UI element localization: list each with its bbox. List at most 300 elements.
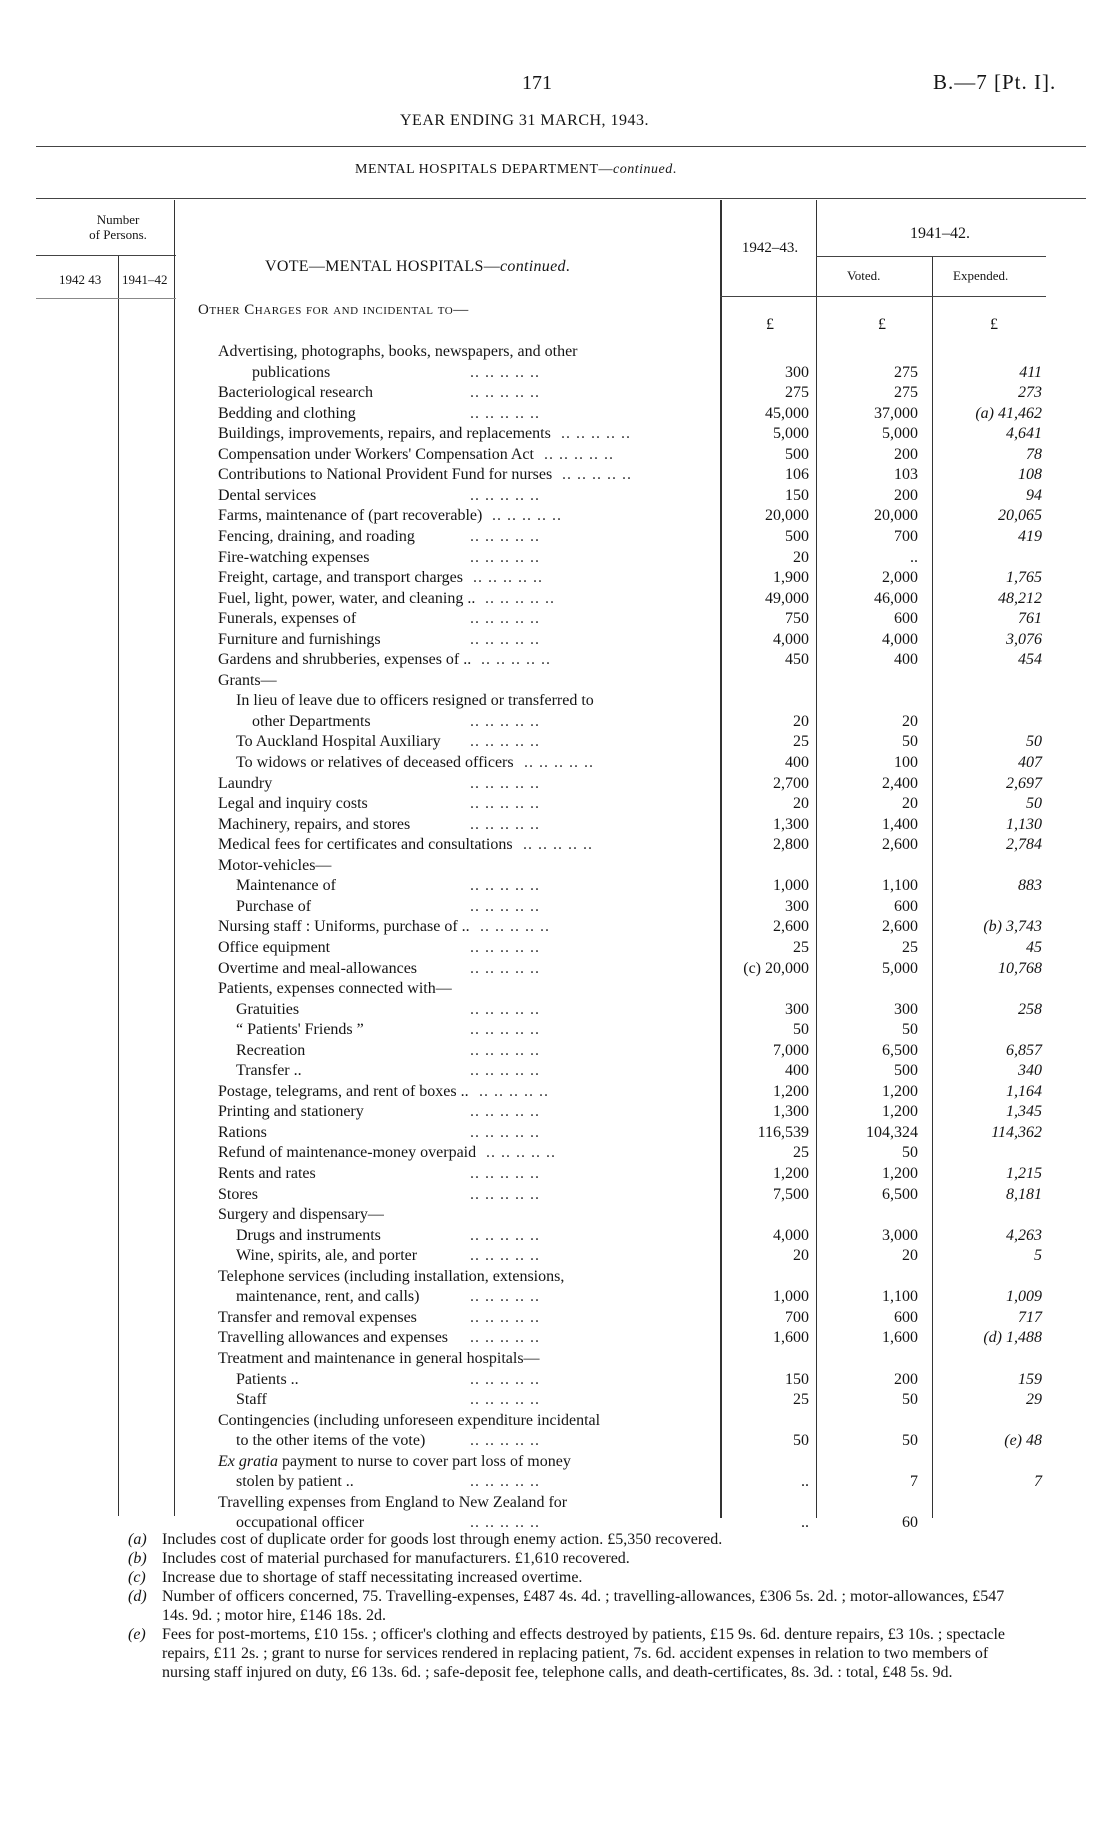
table-row — [0, 691, 1114, 711]
table-row — [0, 383, 1114, 403]
col-voted-value: 1,600 — [882, 1329, 918, 1347]
col-expended-value: (b) 3,743 — [983, 918, 1042, 936]
row-label: Transfer .. — [236, 1062, 302, 1080]
col-expended-value: 1,130 — [1006, 815, 1042, 833]
row-label: Staff — [236, 1391, 267, 1409]
col-voted-value: 103 — [894, 466, 918, 484]
leader-dots: .. .. .. .. .. — [473, 569, 543, 587]
table-row — [0, 835, 1114, 855]
table-row — [0, 1431, 1114, 1451]
leader-dots: .. .. .. .. .. — [470, 938, 540, 956]
leader-dots: .. .. .. .. .. — [470, 1391, 540, 1409]
table-row — [0, 671, 1114, 691]
persons-rule — [36, 255, 176, 256]
col-voted-value: 200 — [894, 1370, 918, 1388]
col-1942-43-value: 2,700 — [773, 774, 809, 792]
col-expended-value: 29 — [1026, 1391, 1042, 1409]
col-1942-43-value: 400 — [785, 1062, 809, 1080]
row-label: Overtime and meal-allowances — [218, 959, 418, 977]
col-expended-value: (d) 1,488 — [983, 1329, 1042, 1347]
col-1942-43-value: 1,000 — [773, 877, 809, 895]
row-label: Grants— — [218, 671, 277, 689]
row-label: Treatment and maintenance in general hospitals— — [218, 1349, 540, 1367]
footnote-text: Increase due to shortage of staff necessitating increased overtime. — [162, 1569, 583, 1586]
col-voted-value: 2,600 — [882, 836, 918, 854]
col-1942-43-value: 25 — [793, 1391, 809, 1409]
col-expended-header: Expended. — [953, 268, 1009, 283]
footnote — [128, 1549, 1028, 1568]
col-1942-43-value: .. — [801, 1514, 809, 1532]
table-row — [0, 363, 1114, 383]
footnote-text: Includes cost of material purchased for manufacturers. £1,610 recovered. — [162, 1550, 630, 1567]
col-1942-43-value: 49,000 — [765, 589, 809, 607]
leader-dots: .. .. .. .. .. — [479, 1082, 549, 1100]
col-voted-value: 275 — [894, 363, 918, 381]
col-voted-value: 200 — [894, 486, 918, 504]
row-label: To Auckland Hospital Auxiliary — [236, 733, 441, 751]
section-heading: Other Charges for and incidental to— — [198, 302, 469, 318]
col-1942-43-value: 20 — [793, 712, 809, 730]
col-expended-value: 454 — [1018, 651, 1042, 669]
table-row — [0, 1246, 1114, 1266]
col-voted-value: 20,000 — [874, 507, 918, 525]
row-label: Rations — [218, 1123, 267, 1141]
leader-dots: .. .. .. .. .. — [470, 1370, 540, 1388]
leader-dots: .. .. .. .. .. — [470, 1432, 540, 1450]
col-1942-43-value: 150 — [785, 1370, 809, 1388]
vote-title: VOTE—MENTAL HOSPITALS—continued. — [265, 258, 571, 275]
row-label: maintenance, rent, and calls) — [236, 1288, 420, 1306]
col-voted-value: 700 — [894, 527, 918, 545]
leader-dots: .. .. .. .. .. — [470, 815, 540, 833]
leader-dots: .. .. .. .. .. — [470, 1165, 540, 1182]
col-1942-43-value: 1,200 — [773, 1082, 809, 1100]
group-rule — [816, 256, 1046, 257]
col-1942-43-header: 1942–43. — [741, 240, 799, 256]
table-row — [0, 1061, 1114, 1081]
footnote-mark: (e) — [128, 1626, 146, 1643]
row-label: Travelling allowances and expenses — [218, 1329, 449, 1347]
row-label: stolen by patient .. — [236, 1473, 354, 1491]
footnote — [128, 1587, 1028, 1625]
col-1942-43-value: 20,000 — [765, 507, 809, 525]
col-voted-value: 60 — [902, 1514, 918, 1532]
table-row — [0, 527, 1114, 547]
col-1942-43-value: 106 — [785, 466, 809, 484]
leader-dots: .. .. .. .. .. — [470, 1226, 540, 1244]
col-1942-43-value: 50 — [793, 1432, 809, 1450]
table-row — [0, 1185, 1114, 1205]
table-row — [0, 445, 1114, 465]
col-expended-value: 48,212 — [998, 589, 1042, 607]
persons-title: Number of Persons. — [89, 212, 147, 242]
row-label: Postage, telegrams, and rent of boxes .. — [218, 1082, 469, 1100]
row-label: Advertising, photographs, books, newspapers, and other — [218, 343, 578, 360]
col-1942-43-value: 20 — [793, 548, 809, 566]
row-label: To widows or relatives of deceased officers — [236, 754, 514, 771]
row-label: occupational officer — [236, 1514, 365, 1532]
row-label: Freight, cartage, and transport charges — [218, 569, 463, 587]
leader-dots: .. .. .. .. .. — [470, 1021, 540, 1039]
col-1942-43-value: 300 — [785, 363, 809, 381]
col-1942-43-value: 450 — [785, 651, 809, 669]
col-1942-43-value: 2,600 — [773, 918, 809, 936]
leader-dots: .. .. .. .. .. — [524, 754, 594, 771]
row-label: Motor-vehicles— — [218, 856, 332, 874]
col-voted-value: 50 — [902, 1391, 918, 1409]
table-row — [0, 342, 1114, 362]
leader-dots: .. .. .. .. .. — [470, 1062, 540, 1080]
col-expended-value: 340 — [1018, 1062, 1042, 1080]
leader-dots: .. .. .. .. .. — [470, 795, 540, 813]
col-expended-value: (a) 41,462 — [975, 404, 1042, 422]
col-voted-value: 7 — [910, 1473, 918, 1491]
footnote-mark: (d) — [128, 1588, 147, 1605]
col-1942-43-value: 1,900 — [773, 569, 809, 587]
row-label: Rents and rates — [218, 1165, 316, 1182]
leader-dots: .. .. .. .. .. — [523, 836, 593, 854]
col-voted-value: 20 — [902, 795, 918, 813]
col-expended-value: 50 — [1026, 733, 1042, 751]
leader-dots: .. .. .. .. .. — [470, 1514, 540, 1532]
col-voted-value: 200 — [894, 445, 918, 463]
col-expended-value: 7 — [1034, 1473, 1042, 1491]
leader-dots: .. .. .. .. .. — [470, 486, 540, 504]
col-voted-value: 6,500 — [882, 1041, 918, 1059]
footnotes — [128, 1530, 1028, 1682]
currency-c3: £ — [990, 316, 998, 333]
col-1942-43-value: 1,300 — [773, 1103, 809, 1121]
table-row — [0, 794, 1114, 814]
table-row — [0, 774, 1114, 794]
col-voted-value: 400 — [894, 651, 918, 669]
year-title: YEAR ENDING 31 MARCH, 1943. — [400, 112, 650, 129]
table-row — [0, 979, 1114, 999]
leader-dots: .. .. .. .. .. — [480, 918, 550, 936]
header-rule — [36, 146, 1086, 147]
table-row — [0, 1472, 1114, 1492]
row-label: “ Patients' Friends ” — [236, 1021, 364, 1039]
col-1942-43-value: 5,000 — [773, 425, 809, 443]
col-voted-value: 5,000 — [882, 425, 918, 443]
footnote — [128, 1530, 1028, 1549]
col-voted-value: 2,600 — [882, 918, 918, 936]
col-voted-value: 6,500 — [882, 1185, 918, 1203]
table-row — [0, 1452, 1114, 1472]
col-voted-value: 1,200 — [882, 1165, 918, 1182]
leader-dots: .. .. .. .. .. — [470, 1329, 540, 1347]
table-row — [0, 486, 1114, 506]
leader-dots: .. .. .. .. .. — [470, 1185, 540, 1203]
col-voted-value: 100 — [894, 754, 918, 771]
column-header-bottom-rule — [720, 296, 1046, 297]
col-expended-value: 3,076 — [1006, 630, 1042, 648]
table-row — [0, 589, 1114, 609]
leader-dots: .. .. .. .. .. — [470, 384, 540, 402]
col-1942-43-value: (c) 20,000 — [743, 959, 809, 977]
leader-dots: .. .. .. .. .. — [470, 1288, 540, 1306]
leader-dots: .. .. .. .. .. — [470, 877, 540, 895]
table-row — [0, 1493, 1114, 1513]
table-row — [0, 938, 1114, 958]
row-label: Patients, expenses connected with— — [218, 980, 452, 998]
col-1942-43-value: 1,600 — [773, 1329, 809, 1347]
leader-dots: .. .. .. .. .. — [561, 425, 631, 443]
col-voted-value: 37,000 — [874, 404, 918, 422]
table-row — [0, 1226, 1114, 1246]
col-1942-43-value: 4,000 — [773, 1226, 809, 1244]
footnote-text: Includes cost of duplicate order for goods lost through enemy action. £5,350 recovered. — [162, 1531, 723, 1548]
col-voted-value: 1,200 — [882, 1082, 918, 1100]
col-expended-value: 45 — [1026, 938, 1042, 956]
row-label: Telephone services (including installation, extensions, — [218, 1267, 565, 1285]
col-expended-value: 1,345 — [1006, 1103, 1042, 1121]
currency-c1: £ — [766, 316, 774, 333]
footnote-text: Number of officers concerned, 75. Travelling-expenses, £487 4s. 4d. ; travelling-allowances, £306 5s. 2d. ; motor-allowances, £547 14s. 9d. ; motor hire, £146 18s. 2d. — [162, 1588, 1005, 1624]
row-label: Legal and inquiry costs — [218, 795, 368, 813]
col-expended-value: 1,215 — [1006, 1165, 1042, 1182]
row-label: Patients .. — [236, 1370, 299, 1388]
col-expended-value: 94 — [1026, 486, 1042, 504]
currency-c2: £ — [878, 316, 886, 333]
leader-dots: .. .. .. .. .. — [470, 1247, 540, 1265]
leader-dots: .. .. .. .. .. — [470, 548, 540, 566]
document-reference: B.—7 [Pt. I]. — [933, 70, 1057, 94]
row-label: Maintenance of — [236, 877, 336, 895]
row-label: Nursing staff : Uniforms, purchase of .. — [218, 918, 470, 936]
leader-dots: .. .. .. .. .. — [486, 1144, 556, 1162]
table-row — [0, 424, 1114, 444]
col-expended-value: 108 — [1018, 466, 1042, 484]
leader-dots: .. .. .. .. .. — [470, 897, 540, 915]
col-voted-value: 2,000 — [882, 569, 918, 587]
col-1942-43-value: 25 — [793, 733, 809, 751]
col-voted-header: Voted. — [847, 268, 881, 283]
col-voted-value: 20 — [902, 1247, 918, 1265]
col-1942-43-value: 20 — [793, 795, 809, 813]
col-expended-value: 2,697 — [1006, 774, 1042, 792]
row-label: Farms, maintenance of (part recoverable) — [218, 507, 483, 525]
col-1942-43-value: 500 — [785, 445, 809, 463]
footnote-mark: (b) — [128, 1550, 147, 1567]
col-voted-value: 5,000 — [882, 959, 918, 977]
table-row — [0, 876, 1114, 896]
col-voted-value: 46,000 — [874, 589, 918, 607]
col-1942-43-value: 750 — [785, 610, 809, 628]
row-label: Refund of maintenance-money overpaid — [218, 1144, 477, 1162]
col-expended-value: 258 — [1018, 1000, 1042, 1018]
col-voted-value: 2,400 — [882, 774, 918, 792]
row-label: Fuel, light, power, water, and cleaning .. — [218, 589, 476, 607]
leader-dots: .. .. .. .. .. — [470, 1473, 540, 1491]
table-row — [0, 732, 1114, 752]
col-voted-value: 20 — [902, 712, 918, 730]
footnote-mark: (a) — [128, 1531, 147, 1548]
leader-dots: .. .. .. .. .. — [470, 630, 540, 648]
page-number: 171 — [522, 72, 552, 94]
department-title: MENTAL HOSPITALS DEPARTMENT—continued. — [355, 162, 677, 177]
row-label: Contributions to National Provident Fund for nurses — [218, 466, 553, 484]
table-row — [0, 917, 1114, 937]
row-label: Buildings, improvements, repairs, and replacements — [218, 425, 551, 443]
leader-dots: .. .. .. .. .. — [470, 1123, 540, 1141]
row-label: other Departments — [252, 712, 371, 730]
col-expended-value: 10,768 — [998, 959, 1042, 977]
col-1942-43-value: 500 — [785, 527, 809, 545]
table-row — [0, 897, 1114, 917]
table-row — [0, 1328, 1114, 1348]
col-1942-43-value: 300 — [785, 1000, 809, 1018]
footnote — [128, 1625, 1028, 1682]
row-label: Furniture and furnishings — [218, 630, 381, 648]
col-voted-value: 1,100 — [882, 1288, 918, 1306]
table-row — [0, 1267, 1114, 1287]
col-voted-value: 1,200 — [882, 1103, 918, 1121]
table-row — [0, 815, 1114, 835]
col-expended-value: 407 — [1018, 754, 1042, 771]
row-label: to the other items of the vote) — [236, 1432, 426, 1450]
col-1942-43-value: 45,000 — [765, 404, 809, 422]
leader-dots: .. .. .. .. .. — [470, 527, 540, 545]
leader-dots: .. .. .. .. .. — [485, 589, 555, 607]
table-row — [0, 1020, 1114, 1040]
table-row — [0, 650, 1114, 670]
col-1942-43-value: 2,800 — [773, 836, 809, 854]
leader-dots: .. .. .. .. .. — [470, 733, 540, 751]
col-1942-43-value: 150 — [785, 486, 809, 504]
col-expended-value: 114,362 — [991, 1123, 1042, 1141]
table-row — [0, 630, 1114, 650]
col-1942-43-value: 7,500 — [773, 1185, 809, 1203]
col-expended-value: 4,263 — [1006, 1226, 1042, 1244]
col-voted-value: 4,000 — [882, 630, 918, 648]
row-label: Gardens and shrubberies, expenses of .. — [218, 651, 472, 669]
col-voted-value: 275 — [894, 384, 918, 402]
row-label: Bedding and clothing — [218, 404, 356, 422]
leader-dots: .. .. .. .. .. — [562, 466, 632, 484]
table-row — [0, 1287, 1114, 1307]
col-1942-43-value: 4,000 — [773, 630, 809, 648]
col-voted-value: 600 — [894, 610, 918, 628]
col-1942-43-value: 1,300 — [773, 815, 809, 833]
leader-dots: .. .. .. .. .. — [470, 363, 540, 381]
col-voted-value: 50 — [902, 1432, 918, 1450]
table-row — [0, 753, 1114, 773]
col-expended-value: (e) 48 — [1004, 1432, 1042, 1450]
col-voted-value: .. — [910, 548, 918, 566]
footnote — [128, 1568, 1028, 1587]
col-1942-43-value: 50 — [793, 1021, 809, 1039]
col-voted-value: 300 — [894, 1000, 918, 1018]
leader-dots: .. .. .. .. .. — [481, 651, 551, 669]
persons-col-1941: 1941–42 — [122, 272, 168, 287]
leader-dots: .. .. .. .. .. — [470, 1041, 540, 1059]
table-row — [0, 856, 1114, 876]
col-expended-value: 1,164 — [1006, 1082, 1042, 1100]
table-row — [0, 506, 1114, 526]
col-voted-value: 50 — [902, 1144, 918, 1162]
col-expended-value: 1,009 — [1006, 1288, 1042, 1306]
row-label: Bacteriological research — [218, 384, 374, 402]
col-1942-43-value: 25 — [793, 1144, 809, 1162]
col-expended-value: 78 — [1026, 445, 1042, 463]
table-row — [0, 1308, 1114, 1328]
persons-col-1942: 1942 43 — [59, 272, 102, 287]
table-row — [0, 404, 1114, 424]
col-expended-value: 1,765 — [1006, 569, 1042, 587]
row-label: Surgery and dispensary— — [218, 1206, 384, 1224]
row-label: Printing and stationery — [218, 1103, 364, 1121]
table-row — [0, 1123, 1114, 1143]
table-row — [0, 712, 1114, 732]
row-label: Wine, spirits, ale, and porter — [236, 1247, 418, 1265]
col-expended-value: 883 — [1018, 877, 1042, 895]
col-expended-value: 159 — [1018, 1370, 1042, 1388]
col-1942-43-value: 25 — [793, 938, 809, 956]
col-expended-value: 4,641 — [1006, 425, 1042, 443]
table-row — [0, 1411, 1114, 1431]
row-label: In lieu of leave due to officers resigned or transferred to — [236, 692, 594, 710]
row-label: Transfer and removal expenses — [218, 1308, 417, 1326]
col-1942-43-value: 7,000 — [773, 1041, 809, 1059]
table-row — [0, 1102, 1114, 1122]
row-label: Travelling expenses from England to New Zealand for — [218, 1493, 568, 1511]
leader-dots: .. .. .. .. .. — [470, 712, 540, 730]
col-expended-value: 2,784 — [1006, 836, 1042, 854]
col-voted-value: 1,100 — [882, 877, 918, 895]
col-1942-43-value: 1,200 — [773, 1165, 809, 1182]
row-label: Drugs and instruments — [236, 1226, 381, 1244]
col-voted-value: 1,400 — [882, 815, 918, 833]
table-row — [0, 1370, 1114, 1390]
col-voted-value: 600 — [894, 897, 918, 915]
leader-dots: .. .. .. .. .. — [470, 1103, 540, 1121]
col-1942-43-value: 275 — [785, 384, 809, 402]
row-label: Recreation — [236, 1041, 306, 1059]
row-label: Ex gratia payment to nurse to cover part loss of money — [218, 1452, 571, 1470]
col-expended-value: 717 — [1018, 1308, 1042, 1326]
table-row — [0, 568, 1114, 588]
col-expended-value: 273 — [1018, 384, 1042, 402]
col-voted-value: 600 — [894, 1308, 918, 1326]
leader-dots: .. .. .. .. .. — [470, 959, 540, 977]
row-label: Medical fees for certificates and consultations — [218, 836, 513, 854]
leader-dots: .. .. .. .. .. — [470, 1308, 540, 1326]
col-1942-43-value: .. — [801, 1473, 809, 1491]
row-label: Laundry — [218, 774, 273, 792]
footnote-text: Fees for post-mortems, £10 15s. ; officer's clothing and effects destroyed by patients, £15 9s. 6d. denture repairs, £3 10s. ; spectacle repairs, £11 2s. ; grant to nurse for services rendered in replacing patient, 7s. 6d. accident expenses in relation to two members of nursing staff injured on duty, £6 13s. 6d. ; safe-deposit fee, telephone calls, and death-certificates, 8s. 3d. : total, £48 5s. 9d. — [162, 1626, 1005, 1681]
col-voted-value: 25 — [902, 938, 918, 956]
col-voted-value: 3,000 — [882, 1226, 918, 1244]
row-label: Fire-watching expenses — [218, 548, 370, 566]
table-row — [0, 1390, 1114, 1410]
col-1942-43-value: 116,539 — [757, 1123, 809, 1141]
row-label: Purchase of — [236, 897, 312, 915]
table-row — [0, 609, 1114, 629]
col-expended-value: 8,181 — [1006, 1185, 1042, 1203]
row-label: Stores — [218, 1185, 258, 1203]
row-label: Office equipment — [218, 938, 331, 956]
col-voted-value: 104,324 — [866, 1123, 918, 1141]
col-1942-43-value: 20 — [793, 1247, 809, 1265]
table-row — [0, 1000, 1114, 1020]
leader-dots: .. .. .. .. .. — [492, 507, 562, 525]
row-label: Funerals, expenses of — [218, 610, 357, 628]
col-expended-value: 5 — [1034, 1247, 1042, 1265]
col-voted-value: 500 — [894, 1062, 918, 1080]
col-expended-value: 761 — [1018, 610, 1042, 628]
col-voted-value: 50 — [902, 733, 918, 751]
